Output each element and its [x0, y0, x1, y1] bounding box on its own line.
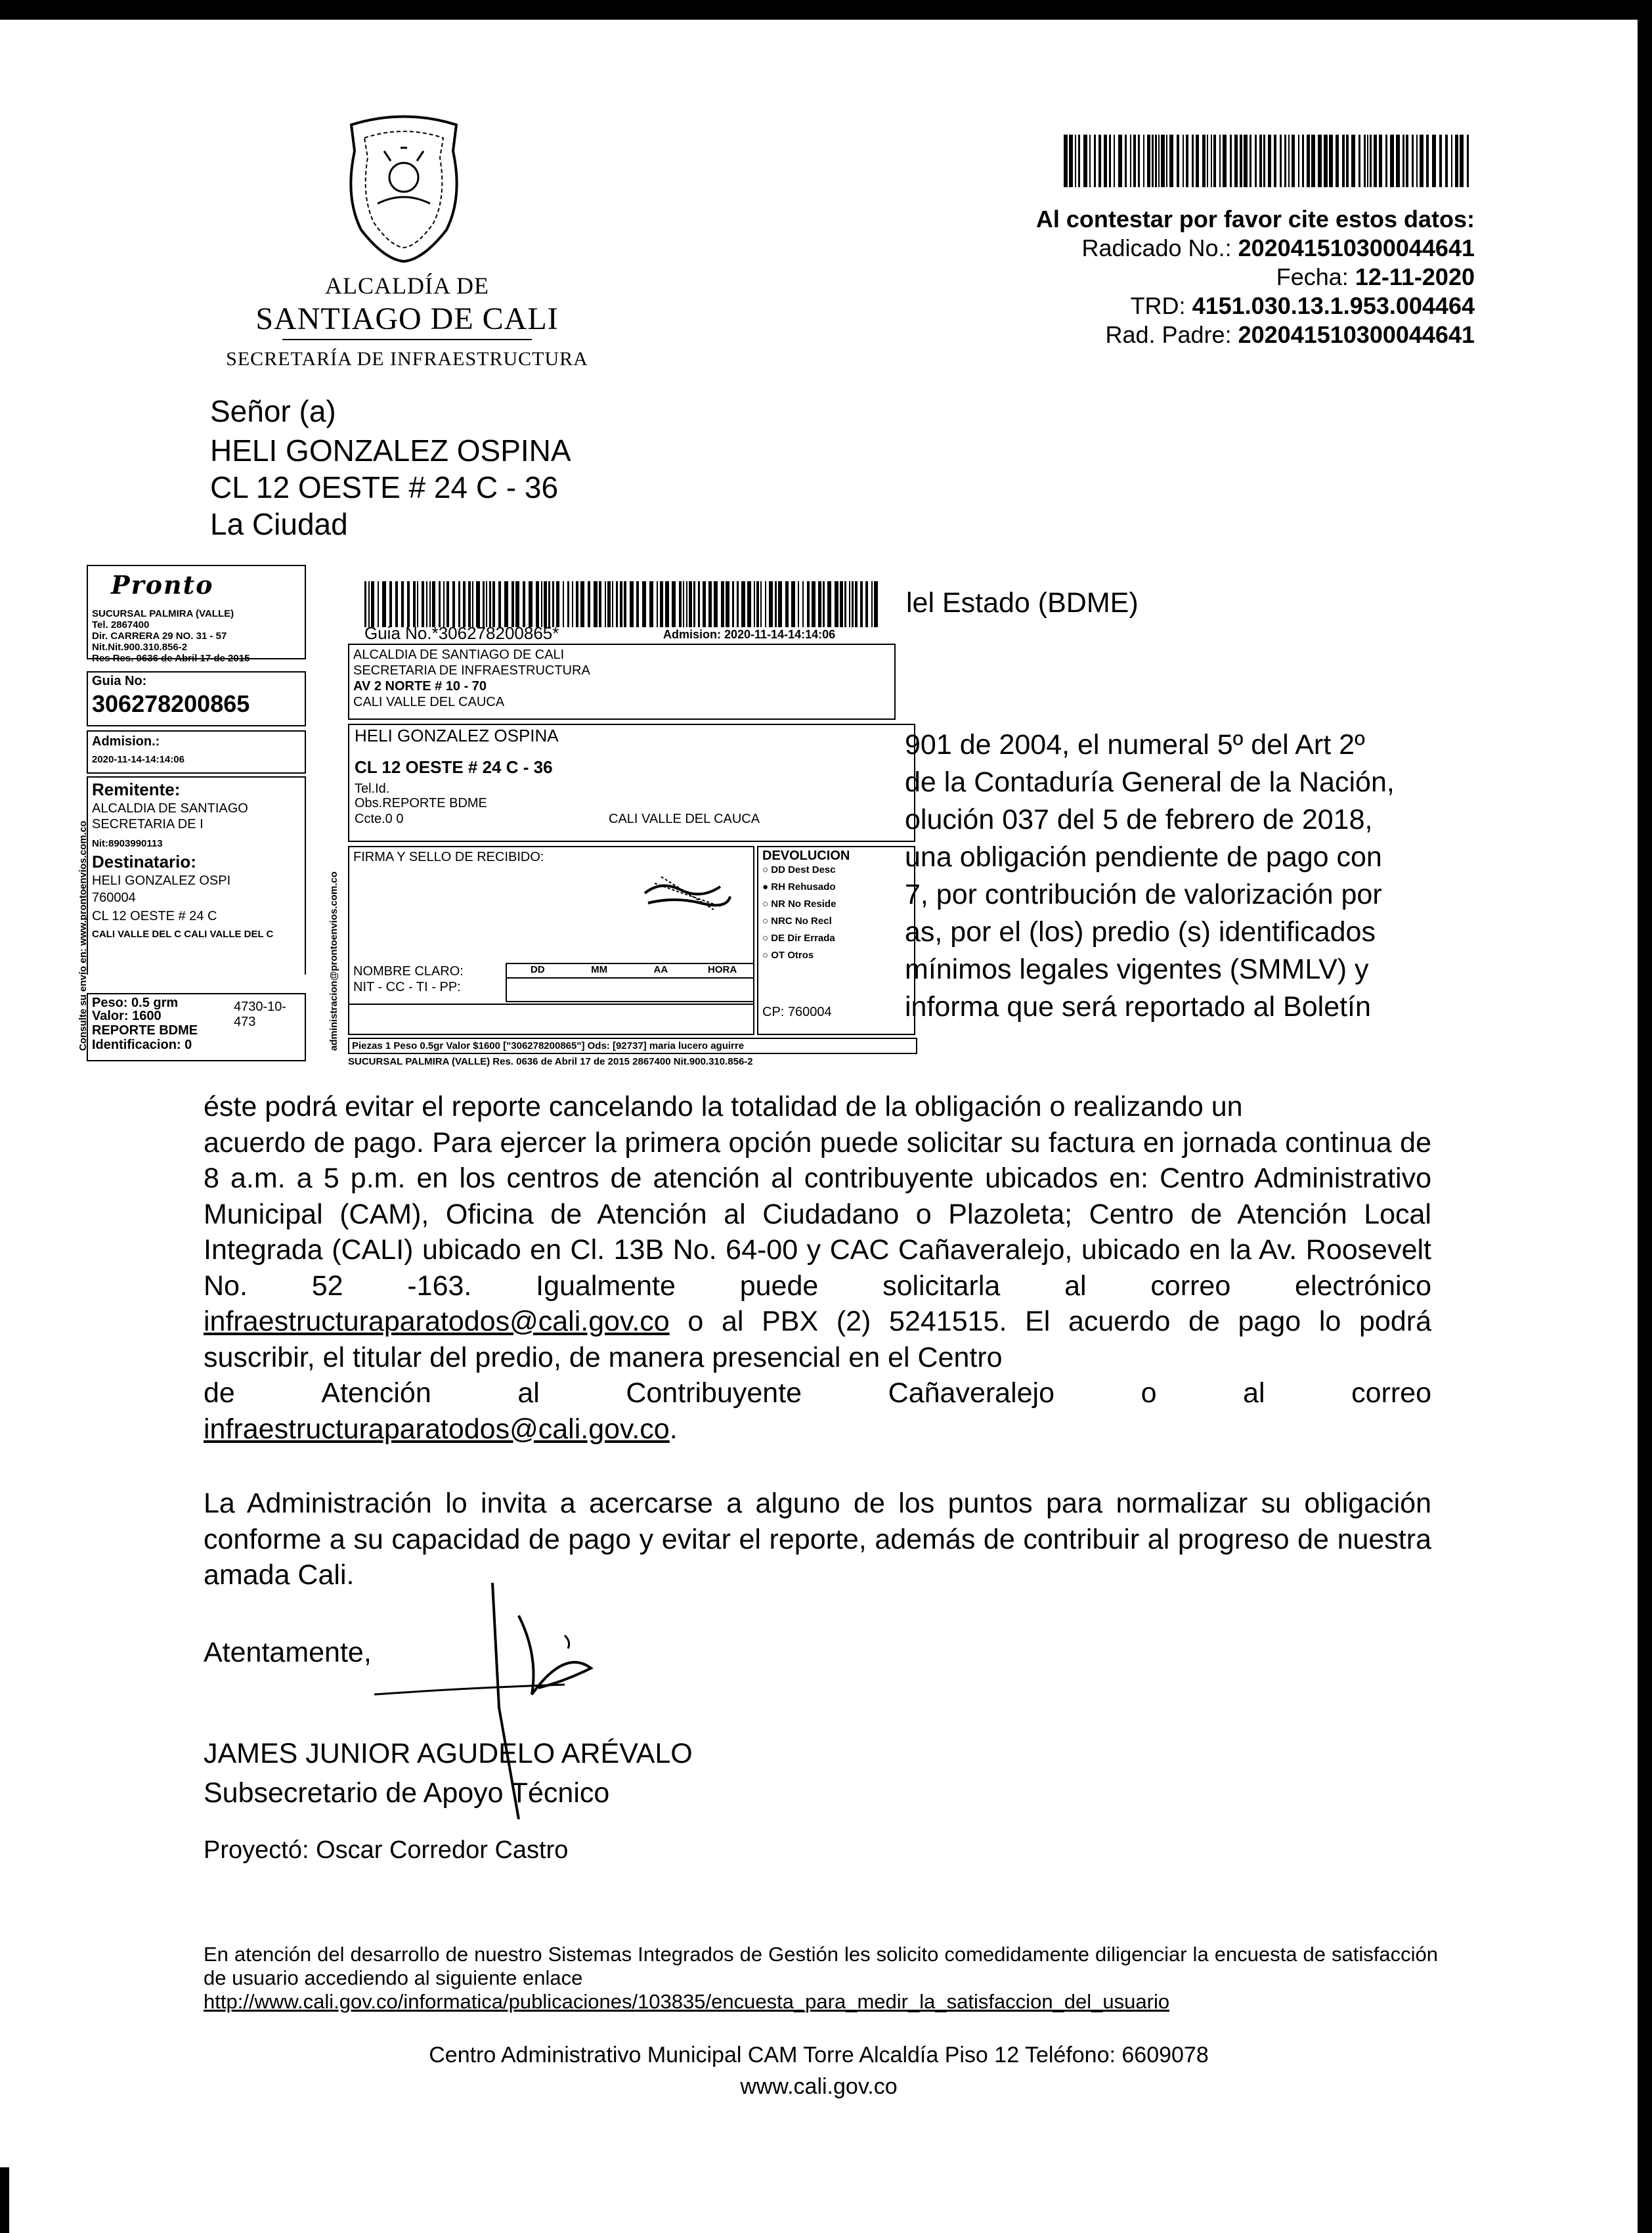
email-link[interactable]: infraestructuraparatodos@cali.gov.co: [204, 1306, 670, 1337]
entity-line-3: SECRETARÍA DE INFRAESTRUCTURA: [226, 348, 588, 370]
guia-box: Guia No: 306278200865: [87, 671, 306, 726]
entity-divider: [282, 339, 532, 340]
courier-email-vertical: administracion@prontoenvios.com.co: [328, 871, 339, 1051]
guia-number: 306278200865: [92, 690, 250, 717]
reference-heading: Al contestar por favor cite estos datos:: [1035, 206, 1475, 232]
recipient-address: CL 12 OESTE # 24 C - 36: [210, 470, 559, 504]
sender-block: ALCALDIA DE SANTIAGO DE CALI SECRETARIA DE INFRAESTRUCTURA AV 2 NORTE # 10 - 70 CALI VALLE DEL CAUCA: [348, 644, 896, 720]
guia-barcode: [364, 581, 883, 627]
footer-website: www.cali.gov.co: [740, 2074, 898, 2099]
scan-border-left: [0, 2167, 9, 2233]
destination-block: HELI GONZALEZ OSPINA CL 12 OESTE # 24 C - 36 Tel.Id. Obs.REPORTE BDME Ccte.0 0 CALI VALLE DEL CAUCA: [348, 724, 915, 842]
remitente-box: Remitente: ALCALDIA DE SANTIAGO SECRETARIA DE I Nit:8903990113 Destinatario: HELI GONZALEZ OSPI 760004 CL 12 OESTE # 24 C CALI VALLE DEL C CALI VALLE DEL C: [87, 776, 306, 975]
courier-label: [77, 552, 873, 1077]
peso-box: Peso: 0.5 grm Valor: 1600 4730-10-473 REPORTE BDME Identificacion: 0: [87, 993, 306, 1061]
trd-line: TRD: 4151.030.13.1.953.004464: [1130, 292, 1475, 319]
salutation: Señor (a): [210, 394, 336, 428]
admision-box: Admision.: 2020-11-14-14:14:06: [87, 730, 306, 774]
devolucion-option: ● RH Rehusado: [762, 881, 836, 893]
body-fragment: as, por el (los) predio (s) identificados: [905, 916, 1376, 948]
footer-address: Centro Administrativo Municipal CAM Torre Alcaldía Piso 12 Teléfono: 6609078: [429, 2043, 1209, 2067]
courier-website-vertical: Consulte su envío en: www.prontoenvios.com.co: [77, 820, 89, 1051]
body-fragment: olución 037 del 5 de febrero de 2018,: [905, 804, 1373, 835]
survey-link[interactable]: http://www.cali.gov.co/informatica/publicaciones/103835/encuesta_para_medir_la_satisfaccion_del_usuario: [204, 1990, 1170, 2013]
body-fragment: lel Estado (BDME): [906, 587, 1139, 619]
projected-by: Proyectó: Oscar Corredor Castro: [204, 1836, 569, 1864]
body-fragment: una obligación pendiente de pago con: [905, 841, 1382, 873]
email-link[interactable]: infraestructuraparatodos@cali.gov.co: [204, 1413, 670, 1445]
signature-box: FIRMA Y SELLO DE RECIBIDO: NOMBRE CLARO: NIT - CC - TI - PP: DD MM AA HORA: [348, 846, 754, 1035]
signatory-name: JAMES JUNIOR AGUDELO ARÉVALO: [204, 1738, 693, 1769]
radicado-line: Radicado No.: 202041510300044641: [1081, 234, 1475, 261]
stamp-scribble: [641, 867, 733, 913]
guia-barcode-text: Guia No.*306278200865*: [364, 623, 559, 643]
courier-branch-info: SUCURSAL PALMIRA (VALLE) Tel. 2867400 Dir. CARRERA 29 NO. 31 - 57 Nit.Nit.900.310.856-2 Res Res. 0636 de Abril 17 de 2015: [92, 608, 250, 664]
entity-line-2: SANTIAGO DE CALI: [255, 301, 559, 336]
date-cols: DD MM AA HORA: [506, 963, 754, 979]
scan-border-right: [1638, 0, 1652, 2233]
courier-branch-box: [87, 565, 306, 664]
body-paragraph-1: éste podrá evitar el reporte cancelando la totalidad de la obligación o realizando un acuerdo de pago. Para ejercer la primera opción puede solicitar su factura en jornada continua de 8 a.m. a 5 p.m. en los centros de atención al contribuyente ubicados en: Centro Administrativo Municipal (CAM), Oficina de Atención al Ciudadano o Plazoleta; Centro de Atención Local Integrada (CALI) ubicado en Cl. 13B No. 64-00 y CAC Cañaveralejo, ubicado en la Av. Roosevelt No. 52 -163. Igualmente puede solicitarla al correo electrónico infraestructuraparatodos@cali.gov.co o al PBX (2) 5241515. El acuerdo de pago lo podrá suscribir, el titular del predio, de manera presencial en el Centro de Atención al Contribuyente Cañaveralejo o al correo infraestructuraparatodos@cali.gov.co.: [204, 1091, 1431, 1445]
scan-border-top: [0, 0, 1652, 20]
signatory-title: Subsecretario de Apoyo Técnico: [204, 1777, 610, 1809]
document-barcode: [1064, 135, 1471, 187]
body-fragment: de la Contaduría General de la Nación,: [905, 766, 1395, 798]
closing: Atentamente,: [204, 1637, 372, 1668]
entity-line-1: ALCALDÍA DE: [325, 273, 489, 299]
devolucion-option: ○ DD Dest Desc: [762, 864, 836, 875]
devolucion-option: ○ OT Otros: [762, 950, 814, 961]
devolucion-option: ○ NR No Reside: [762, 898, 837, 910]
devolucion-option: ○ DE Dir Errada: [762, 933, 835, 944]
coat-of-arms-icon: [338, 112, 469, 263]
devolucion-box: DEVOLUCION ○ DD Dest Desc ● RH Rehusado ○ NR No Reside ○ NRC No Recl ○ DE Dir Errada ○ OT Otros CP: 760004: [757, 846, 915, 1035]
piezas-line: Piezas 1 Peso 0.5gr Valor $1600 ["306278200865"] Ods: [92737] maria lucero aguirre: [348, 1038, 917, 1054]
fecha-line: Fecha: 12-11-2020: [1276, 263, 1475, 290]
admision-full: Admision: 2020-11-14-14:14:06: [663, 628, 836, 641]
body-fragment: informa que será reportado al Boletín: [905, 991, 1371, 1023]
body-paragraph-2: La Administración lo invita a acercarse a alguno de los puntos para normalizar su obligación conforme a su capacidad de pago y evitar el reporte, además de contribuir al progreso de nuestra amada Cali.: [204, 1488, 1431, 1591]
survey-text: En atención del desarrollo de nuestro Sistemas Integrados de Gestión les solicito comedidamente diligenciar la encuesta de satisfacción de usuario accediendo al siguiente enlace: [204, 1943, 1438, 1989]
rad-padre-line: Rad. Padre: 202041510300044641: [1105, 321, 1475, 348]
recipient-name: HELI GONZALEZ OSPINA: [210, 433, 571, 468]
recipient-city: La Ciudad: [210, 507, 348, 541]
courier-logo: Pronto: [111, 570, 214, 600]
label-footer: SUCURSAL PALMIRA (VALLE) Res. 0636 de Abril 17 de 2015 2867400 Nit.900.310.856-2: [348, 1056, 753, 1067]
body-fragment: 7, por contribución de valorización por: [905, 879, 1382, 910]
devolucion-option: ○ NRC No Recl: [762, 916, 832, 927]
body-fragment: mínimos legales vigentes (SMMLV) y: [905, 954, 1369, 985]
body-fragment: 901 de 2004, el numeral 5º del Art 2º: [905, 729, 1365, 761]
